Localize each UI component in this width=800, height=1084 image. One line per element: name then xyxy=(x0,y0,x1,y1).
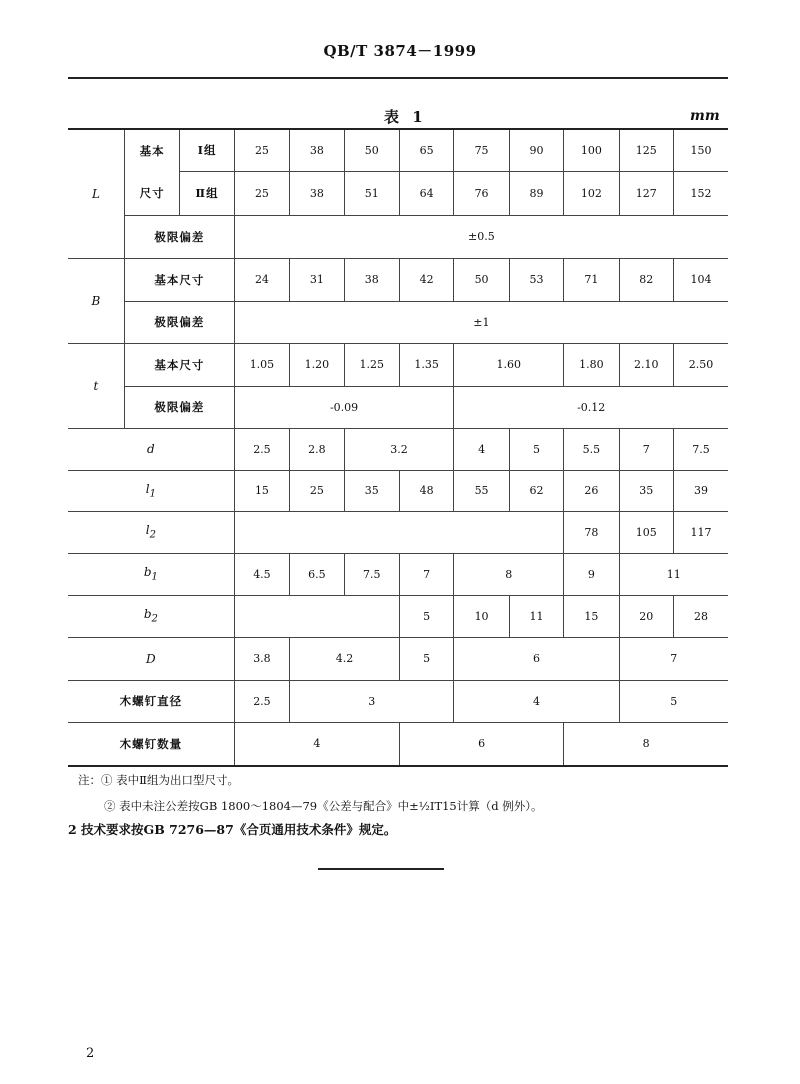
table-cell: 125 xyxy=(619,129,673,171)
tolerance-value: -0.12 xyxy=(454,386,728,428)
row-symbol-D: D xyxy=(68,637,234,680)
table-cell: 2.50 xyxy=(673,343,728,386)
table-cell: 6 xyxy=(454,637,619,680)
table-cell: 150 xyxy=(673,129,728,171)
table-cell: 100 xyxy=(564,129,619,171)
table-cell: 25 xyxy=(234,129,289,171)
table-cell: 4.5 xyxy=(234,553,289,595)
table-cell: 2.5 xyxy=(234,428,289,470)
row-symbol-l1: $l_1$ xyxy=(68,470,234,511)
table-cell: 5 xyxy=(619,680,728,722)
table-cell: 35 xyxy=(344,470,399,511)
table-cell: 2.10 xyxy=(619,343,673,386)
table-cell-empty xyxy=(234,595,399,637)
table-cell: 8 xyxy=(454,553,564,595)
table-cell: 5 xyxy=(399,595,453,637)
table-cell: 3.8 xyxy=(234,637,289,680)
table-cell: 25 xyxy=(234,171,289,215)
table-cell: 78 xyxy=(564,511,619,553)
table-cell: 4 xyxy=(454,428,509,470)
table-cell: 39 xyxy=(673,470,728,511)
table-cell: 5 xyxy=(509,428,563,470)
group1-label: Ⅰ组 xyxy=(180,129,234,171)
table-row xyxy=(68,553,728,595)
table-cell: 15 xyxy=(234,470,289,511)
header-rule xyxy=(68,77,728,79)
table-cell: 62 xyxy=(509,470,563,511)
table-cell: 5 xyxy=(399,637,453,680)
table-row xyxy=(68,511,728,553)
table-cell: 102 xyxy=(564,171,619,215)
table-cell: 105 xyxy=(619,511,673,553)
table-cell: 2.8 xyxy=(290,428,344,470)
table-cell: 71 xyxy=(564,258,619,301)
group2-label: Ⅱ组 xyxy=(180,171,234,215)
table-cell: 42 xyxy=(399,258,453,301)
clause-2: 2 技术要求按GB 7276—87《合页通用技术条件》规定。 xyxy=(68,822,397,837)
table-cell-empty xyxy=(234,511,563,553)
table-cell: 15 xyxy=(564,595,619,637)
table-cell: 48 xyxy=(399,470,453,511)
size-label: 尺寸 xyxy=(124,171,179,215)
tolerance-value: ±1 xyxy=(234,301,728,343)
notes-prefix: 注： xyxy=(78,773,101,787)
table-cell: 35 xyxy=(619,470,673,511)
table-cell: 6.5 xyxy=(290,553,344,595)
table-cell: 3 xyxy=(290,680,454,722)
table-cell: 2.5 xyxy=(234,680,289,722)
row-symbol-l2: $l_2$ xyxy=(68,511,234,553)
table-cell: 76 xyxy=(454,171,509,215)
table-cell: 89 xyxy=(509,171,563,215)
table-row xyxy=(68,470,728,511)
table-caption: 表 1 xyxy=(384,108,427,126)
table-cell: 152 xyxy=(673,171,728,215)
table-unit: mm xyxy=(690,108,720,124)
table-row xyxy=(68,215,728,258)
table-cell: 8 xyxy=(564,722,728,766)
table-cell: 7 xyxy=(619,637,728,680)
table-cell: 50 xyxy=(454,258,509,301)
note-1 xyxy=(78,775,239,787)
table-cell: 5.5 xyxy=(564,428,619,470)
row-symbol-b1: $b_1$ xyxy=(68,553,234,595)
table-cell: 11 xyxy=(619,553,728,595)
table-cell: 51 xyxy=(344,171,399,215)
table-cell: 6 xyxy=(399,722,563,766)
table-cell: 7.5 xyxy=(673,428,728,470)
table-cell: 7 xyxy=(619,428,673,470)
table-cell: 53 xyxy=(509,258,563,301)
table-cell: 127 xyxy=(619,171,673,215)
table-row xyxy=(68,680,728,722)
table-cell: 64 xyxy=(399,171,453,215)
table-cell: 31 xyxy=(290,258,344,301)
table-cell: 38 xyxy=(290,129,344,171)
tolerance-label: 极限偏差 xyxy=(124,301,234,343)
table-cell: 1.05 xyxy=(234,343,289,386)
table-cell: 25 xyxy=(290,470,344,511)
table-cell: 82 xyxy=(619,258,673,301)
table-cell: 10 xyxy=(454,595,509,637)
table-cell: 50 xyxy=(344,129,399,171)
table-cell: 26 xyxy=(564,470,619,511)
table-cell: 7.5 xyxy=(344,553,399,595)
table-cell: 7 xyxy=(399,553,453,595)
table-cell: 104 xyxy=(673,258,728,301)
tolerance-label: 极限偏差 xyxy=(124,386,234,428)
tolerance-value: ±0.5 xyxy=(234,215,728,258)
table-cell: 1.25 xyxy=(344,343,399,386)
row-symbol-B: B xyxy=(68,258,124,343)
table-row xyxy=(68,258,728,301)
table-row xyxy=(68,428,728,470)
table-cell: 1.60 xyxy=(454,343,564,386)
row-symbol-b2: $b_2$ xyxy=(68,595,234,637)
base-label: 基本 xyxy=(124,129,179,171)
table-cell: 65 xyxy=(399,129,453,171)
table-cell: 4 xyxy=(234,722,399,766)
table-cell: 90 xyxy=(509,129,563,171)
standard-code-header: QB/T 3874－1999 xyxy=(323,42,477,60)
table-row xyxy=(68,386,728,428)
table-cell: 4.2 xyxy=(290,637,400,680)
note-2: ② 表中未注公差按GB 1800～1804—79《公差与配合》中±½IT15计算（d 例外）。 xyxy=(104,799,543,813)
end-rule xyxy=(318,868,444,870)
table-cell: 75 xyxy=(454,129,509,171)
note-1-text: ① 表中Ⅱ组为出口型尺寸。 xyxy=(101,773,239,787)
row-symbol-L: L xyxy=(68,129,124,258)
screw-diameter-label: 木螺钉直径 xyxy=(68,680,234,722)
table-cell: 1.80 xyxy=(564,343,619,386)
hinge-dimension-table xyxy=(68,128,728,767)
table-row xyxy=(68,171,728,215)
table-row xyxy=(68,595,728,637)
basic-size-label: 基本尺寸 xyxy=(124,343,234,386)
table-row xyxy=(68,129,728,171)
table-cell: 11 xyxy=(509,595,563,637)
table-cell: 1.35 xyxy=(399,343,453,386)
table-cell: 4 xyxy=(454,680,619,722)
table-cell: 1.20 xyxy=(290,343,344,386)
table-cell: 3.2 xyxy=(344,428,454,470)
table-cell: 9 xyxy=(564,553,619,595)
page-number: 2 xyxy=(86,1046,95,1061)
table-cell: 117 xyxy=(673,511,728,553)
table-cell: 38 xyxy=(344,258,399,301)
table-cell: 24 xyxy=(234,258,289,301)
tolerance-label: 极限偏差 xyxy=(124,215,234,258)
table-cell: 38 xyxy=(290,171,344,215)
table-cell: 28 xyxy=(673,595,728,637)
table-row xyxy=(68,637,728,680)
table-cell: 20 xyxy=(619,595,673,637)
table-row xyxy=(68,722,728,766)
basic-size-label: 基本尺寸 xyxy=(124,258,234,301)
row-symbol-d: d xyxy=(68,428,234,470)
table-cell: 55 xyxy=(454,470,509,511)
table-row xyxy=(68,343,728,386)
row-symbol-t: t xyxy=(68,343,124,428)
tolerance-value: -0.09 xyxy=(234,386,454,428)
table-row xyxy=(68,301,728,343)
screw-count-label: 木螺钉数量 xyxy=(68,722,234,766)
